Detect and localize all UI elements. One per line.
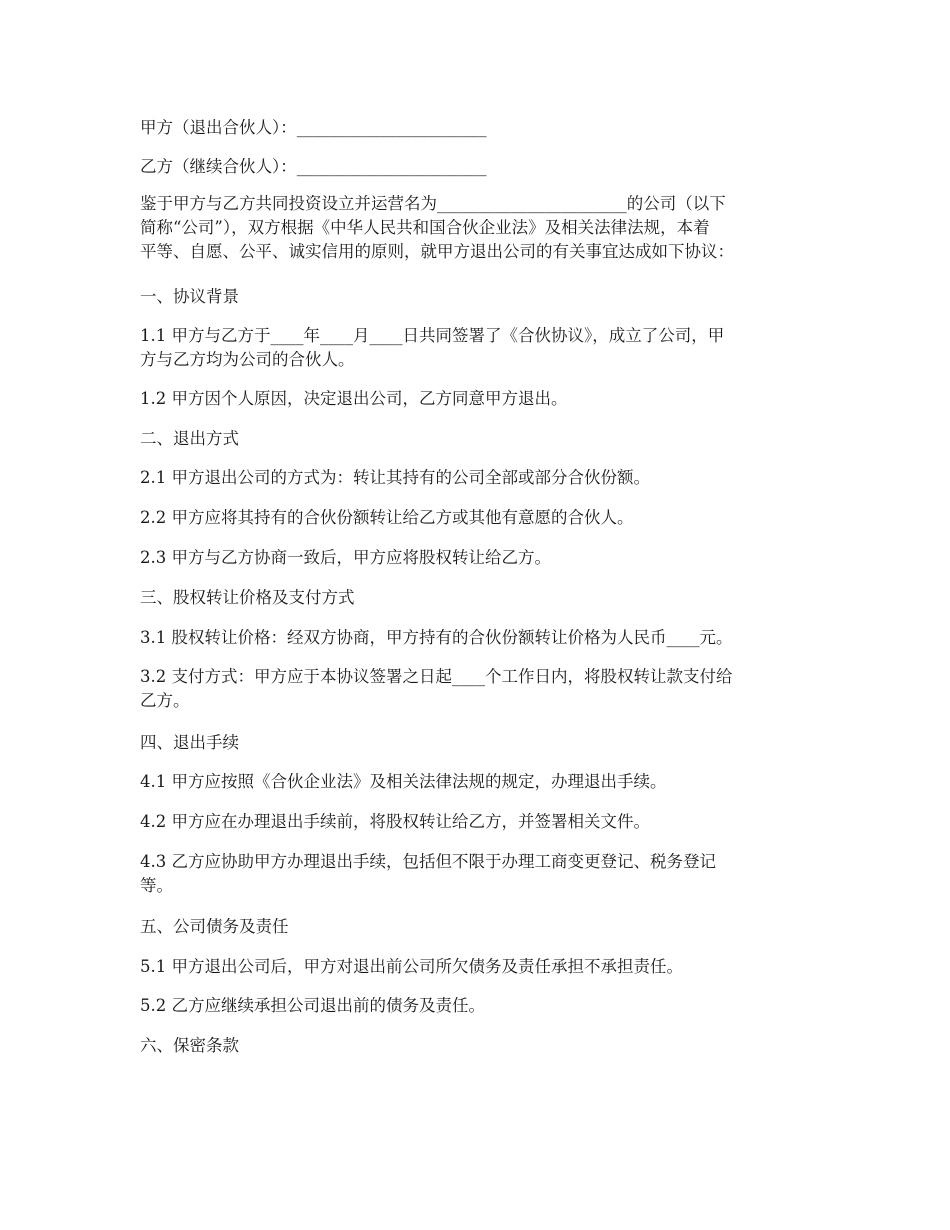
section-heading: 五、公司债务及责任 [140, 917, 289, 936]
section-heading: 四、退出手续 [140, 733, 239, 752]
clause-text: 2.2 甲方应将其持有的合伙份额转让给乙方或其他有意愿的合伙人。 [140, 508, 634, 527]
section-heading: 二、退出方式 [140, 429, 239, 448]
party-b-line: 乙方（继续合伙人）：_______________________ [140, 157, 487, 176]
clause-text: 5.2 乙方应继续承担公司退出前的债务及责任。 [140, 996, 485, 1015]
clause-text: 4.2 甲方应在办理退出手续前，将股权转让给乙方，并签署相关文件。 [140, 812, 650, 831]
preamble-line: 平等、自愿、公平、诚实信用的原则，就甲方退出公司的有关事宜达成如下协议： [140, 242, 734, 261]
clause-text: 4.3 乙方应协助甲方办理退出手续，包括但不限于办理工商变更登记、税务登记 [140, 852, 716, 871]
party-a-line: 甲方（退出合伙人）：_______________________ [140, 118, 487, 137]
section-heading: 六、保密条款 [140, 1036, 239, 1055]
clause-text: 5.1 甲方退出公司后，甲方对退出前公司所欠债务及责任承担不承担责任。 [140, 957, 683, 976]
clause-text: 1.1 甲方与乙方于____年____月____日共同签署了《合伙协议》，成立了公司，甲 [140, 326, 725, 345]
preamble-line: 鉴于甲方与乙方共同投资设立并运营名为_______________________的公司（以下 [140, 194, 726, 213]
clause-text: 等。 [140, 876, 173, 895]
clause-text: 3.2 支付方式：甲方应于本协议签署之日起____个工作日内，将股权转让款支付给 [140, 667, 733, 686]
preamble-line: 简称“公司”），双方根据《中华人民共和国合伙企业法》及相关法律法规，本着 [140, 218, 710, 237]
clause-text: 2.3 甲方与乙方协商一致后，甲方应将股权转让给乙方。 [140, 548, 551, 567]
section-heading: 三、股权转让价格及支付方式 [140, 588, 355, 607]
clause-text: 方与乙方均为公司的合伙人。 [140, 350, 355, 369]
clause-text: 3.1 股权转让价格：经双方协商，甲方持有的合伙份额转让价格为人民币____元。 [140, 628, 733, 647]
clause-text: 1.2 甲方因个人原因，决定退出公司，乙方同意甲方退出。 [140, 389, 568, 408]
clause-text: 4.1 甲方应按照《合伙企业法》及相关法律法规的规定，办理退出手续。 [140, 772, 667, 791]
section-heading: 一、协议背景 [140, 287, 239, 306]
clause-text: 2.1 甲方退出公司的方式为：转让其持有的公司全部或部分合伙份额。 [140, 468, 650, 487]
clause-text: 乙方。 [140, 691, 190, 710]
